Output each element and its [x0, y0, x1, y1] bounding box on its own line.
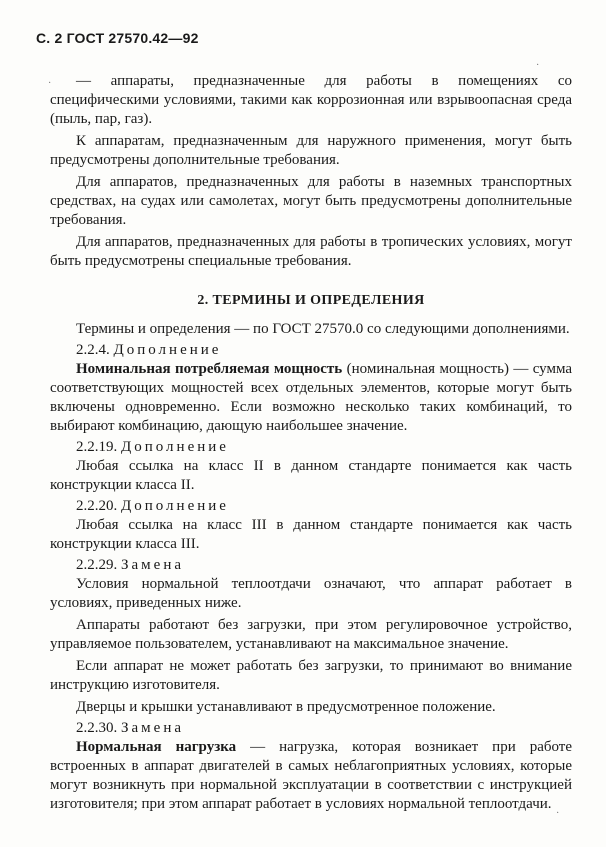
intro-paragraph: К аппаратам, предназначенным для наружного применения, могут быть предусмотрены дополнительные требования.: [50, 133, 572, 168]
intro-paragraph: Для аппаратов, предназначенных для работы в наземных транспортных средствах, на судах или самолетах, могут быть предусмотрены дополнительные требования.: [50, 174, 572, 228]
definition-text: — нагрузка, которая возникает при работе встроенных в аппарат двигателей в самых неблагоприятных условиях, которые могут возникнуть при нормальной эксплуатации в соответствии с инструкцией изготовителя; при этом аппарат работает в условиях нормальной теплоотдачи.: [50, 739, 572, 812]
scan-speck: ·: [536, 60, 540, 71]
clause-kind: Дополнение: [121, 439, 229, 455]
section-title: 2. ТЕРМИНЫ И ОПРЕДЕЛЕНИЯ: [197, 293, 425, 308]
clause-number: 2.2.4.: [76, 342, 110, 358]
clause-heading-2-2-29: [50, 556, 572, 575]
clause-paragraph: Любая ссылка на класс III в данном стандарте понимается как часть конструкции класса III.: [50, 517, 572, 552]
clause-paragraph: Если аппарат не может работать без загрузки, то принимают во внимание инструкцию изготовителя.: [50, 658, 572, 693]
clause-heading-2-2-30: [50, 719, 572, 738]
clause-heading-2-2-4: [50, 341, 572, 360]
intro-paragraph: — аппараты, предназначенные для работы в помещениях со специфическими условиями, такими как коррозионная или взрывоопасная среда (пыль, пар, газ).: [50, 73, 572, 127]
clause-number: 2.2.30.: [76, 720, 118, 736]
clause-number: 2.2.19.: [76, 439, 118, 455]
clause-kind: Замена: [121, 557, 185, 573]
intro-paragraph: Для аппаратов, предназначенных для работы в тропических условиях, могут быть предусмотрены специальные требования.: [50, 234, 572, 269]
clause-heading-2-2-20: [50, 497, 572, 516]
section-intro: Термины и определения — по ГОСТ 27570.0 со следующими дополнениями.: [76, 321, 570, 337]
clause-heading-2-2-19: [50, 438, 572, 457]
scan-speck: ·: [556, 808, 560, 819]
scan-speck: ·: [48, 78, 52, 89]
clause-paragraph: Аппараты работают без загрузки, при этом регулировочное устройство, управляемое пользователем, устанавливают на максимальное значение.: [50, 617, 572, 652]
clause-number: 2.2.29.: [76, 557, 118, 573]
definition-paragraph: [50, 738, 572, 814]
term: Нормальная нагрузка: [76, 739, 237, 755]
document-body: [50, 72, 572, 814]
clause-kind: Дополнение: [113, 342, 222, 358]
term: Номинальная потребляемая мощность: [76, 361, 343, 377]
clause-number: 2.2.20.: [76, 498, 118, 514]
clause-paragraph: Условия нормальной теплоотдачи означают, что аппарат работает в условиях, приведенных ниже.: [50, 576, 572, 611]
clause-kind: Замена: [121, 720, 185, 736]
clause-paragraph: Любая ссылка на класс II в данном стандарте понимается как часть конструкции класса II.: [50, 458, 572, 493]
clause-kind: Дополнение: [121, 498, 229, 514]
definition-paragraph: [50, 360, 572, 436]
definition-text: (номинальная мощность) — сумма соответствующих мощностей всех отдельных элементов, которые могут быть включены одновременно. Если возможно несколько таких комбинаций, то выбирают комбинацию, дающую наибольшее значение.: [50, 361, 573, 434]
page-header: С. 2 ГОСТ 27570.42—92: [36, 30, 199, 46]
clause-paragraph: Дверцы и крышки устанавливают в предусмотренное положение.: [76, 699, 496, 715]
